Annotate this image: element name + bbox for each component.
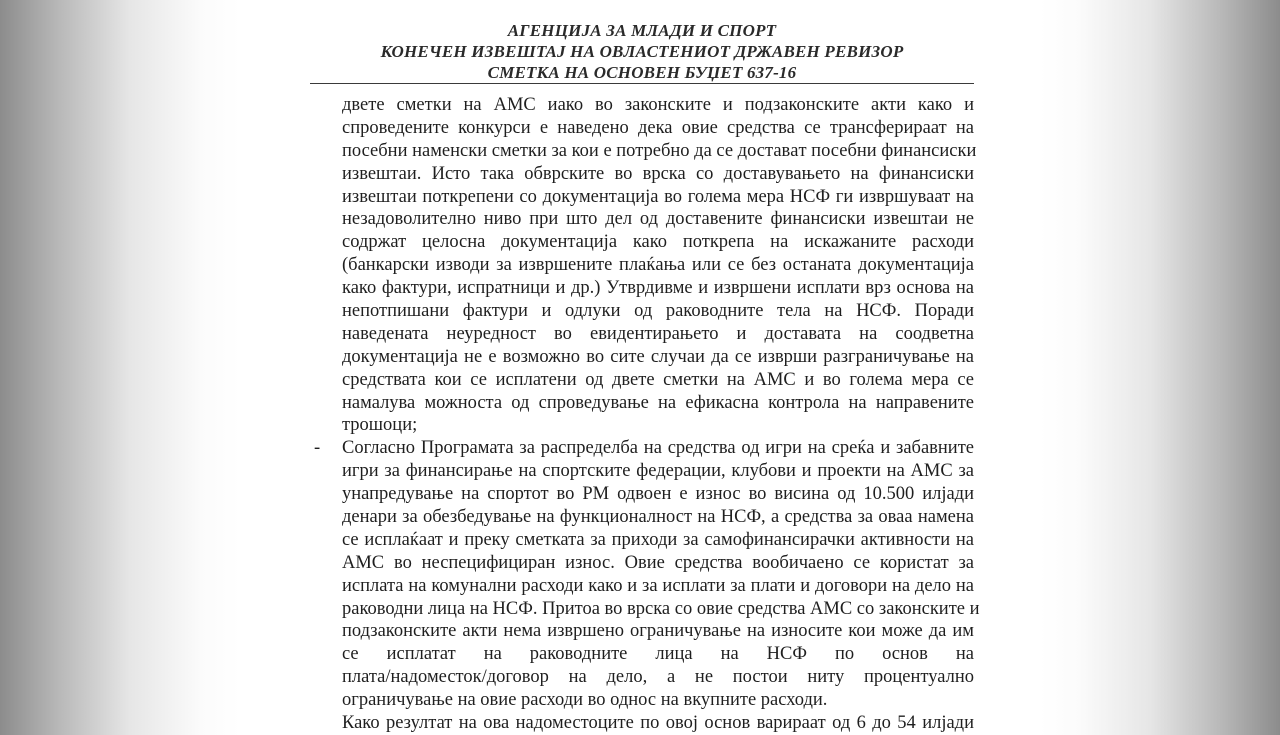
- text-line: средствата кои се исплатени од двете сметки на АМС и во голема мера се: [342, 369, 974, 390]
- text-line: извештаи. Исто така обврските во врска со доставувањето на финансиски: [342, 163, 974, 184]
- text-line: плата/надоместок/договор на дело, а не постои ниту процентуално: [342, 667, 974, 688]
- text-line: Согласно Програмата за распределба на средства од игри на среќа и забавните: [342, 438, 974, 459]
- text-line: раководни лица на НСФ. Притоа во врска со овие средства АМС со законските и: [342, 598, 980, 619]
- text-line: намалува можноста од спроведување на ефикасна контрола на направените: [342, 392, 974, 413]
- text-line: како фактури, испратници и др.) Утврдивме и извршени исплати врз основа на: [342, 278, 974, 299]
- header-agency: АГЕНЦИЈА ЗА МЛАДИ И СПОРТ: [507, 21, 777, 40]
- text-line: незадоволително ниво при што дел од доставените финансиски извештаи не: [342, 209, 974, 230]
- text-line: подзаконските акти нема извршено ограничување на износите кои може да им: [342, 621, 974, 642]
- text-line: документација не е возможно во сите случаи да се изврши разграничување на: [342, 346, 974, 367]
- text-line: двете сметки на АМС иако во законските и подзаконските акти како и: [342, 95, 974, 115]
- text-line: ограничување на овие расходи во однос на вкупните расходи.: [342, 690, 828, 711]
- document-body: [314, 94, 980, 735]
- text-line: спроведените конкурси е наведено дека овие средства се трансферираат на: [342, 117, 974, 138]
- text-line: посебни наменски сметки за кои е потребно да се доставaт посебни финансиски: [342, 140, 977, 161]
- header-account: СМЕТКА НА ОСНОВЕН БУЏЕТ 637-16: [487, 63, 797, 82]
- text-line: игри за финансирање на спортските федерации, клубови и проекти на АМС за: [342, 461, 974, 482]
- document-header: [310, 20, 974, 83]
- text-line: унапредување на спортот во РМ одвоен е износ во висина од 10.500 илјади: [342, 484, 974, 505]
- text-line: се исплаќаат и преку сметката за приходи за самофинансирачки активности на: [342, 529, 974, 550]
- paragraph: [342, 712, 974, 735]
- text-line: исплата на комунални расходи како и за исплати за плати и договори на дело на: [342, 575, 974, 596]
- header-divider: [310, 83, 974, 84]
- text-line: (банкарски изводи за извршените плаќања или се без останата документација: [342, 255, 974, 276]
- text-line: извештаи поткрепени со документација во голема мера НСФ ги извршуваат на: [342, 186, 974, 207]
- text-line: АМС во неспецифициран износ. Овие средства вообичаено се користат за: [342, 552, 974, 573]
- text-line: денари за обезбедување на функционалност на НСФ, а средства за оваа намена: [342, 507, 974, 528]
- paragraph: [342, 94, 977, 437]
- text-line: Како резултат на ова надоместоците по овој основ варираат од 6 до 54 илјади: [342, 713, 974, 734]
- text-line: содржат целосна документација како поткрепа на искажаните расходи: [342, 232, 974, 253]
- text-line: трошоци;: [342, 415, 418, 436]
- text-line: се исплатат на раководните лица на НСФ по основ на: [342, 644, 974, 665]
- text-line: наведената неуредност во евидентирањето и доставата на соодветна: [342, 323, 974, 344]
- bullet-dash: -: [314, 438, 321, 459]
- header-report-title: КОНЕЧЕН ИЗВЕШТАЈ НА ОВЛАСТЕНИОТ ДРЖАВЕН РЕВИЗОР: [380, 42, 904, 61]
- text-line: непотпишани фактури и одлуки од раководните тела на НСФ. Поради: [342, 301, 974, 322]
- paragraph: [314, 437, 980, 712]
